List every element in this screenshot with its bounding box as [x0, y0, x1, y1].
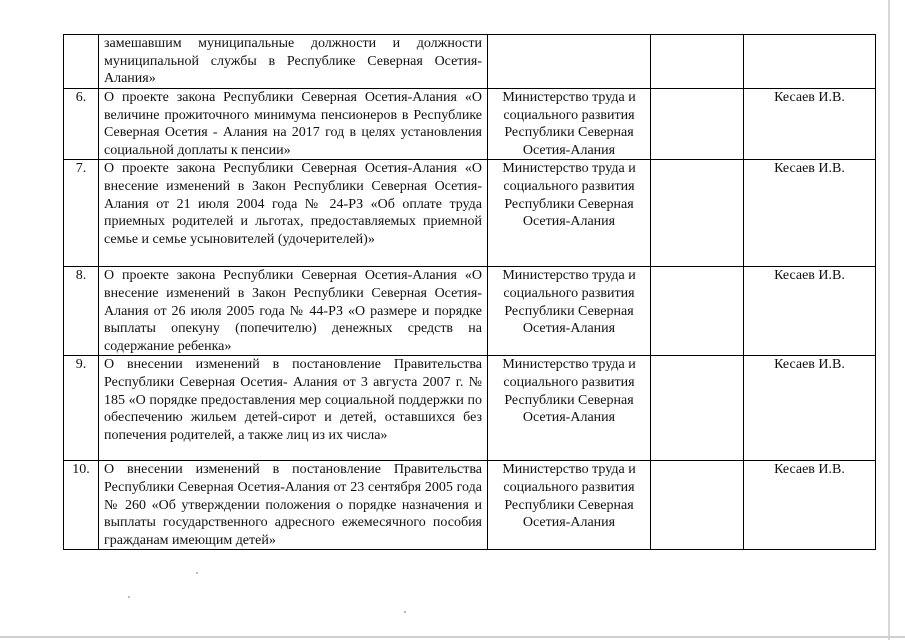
row-responsible: [488, 267, 651, 356]
row-empty-cell: [651, 89, 744, 160]
row-number: [64, 160, 99, 267]
table-row: [64, 461, 876, 550]
row-responsible: [488, 160, 651, 267]
row-number: [64, 267, 99, 356]
row-executor-text: Кесаев И.В.: [774, 462, 845, 478]
row-executor-text: Кесаев И.В.: [774, 90, 845, 105]
row-description: [99, 356, 488, 461]
row-description-text: О внесении изменений в постановление Правительства Республики Северная Осетия-Алания от 23 сентября 2005 года № 260 «Об утверждении положения о порядке назначения и выплаты государственного адресного ежемесячного пособия гражданам имеющим детей»: [104, 462, 482, 548]
row-responsible-text: Министерство труда и социального развития Республики Северная Осетия-Алания: [502, 90, 636, 158]
row-executor: [744, 89, 876, 160]
agenda-table-body: [64, 35, 876, 550]
row-responsible-text: Министерство труда и социального развития Республики Северная Осетия-Алания: [502, 357, 636, 426]
row-description-text: О проекте закона Республики Северная Осетия-Алания «О внесение изменений в Закон Республики Северная Осетия- Алания от 26 июля 2005 года № 44-РЗ «О размере и порядке выплаты опекуну (попечителю) денежных средств на содержание ребенка»: [104, 268, 482, 354]
row-number: [64, 35, 99, 89]
row-responsible: [488, 89, 651, 160]
row-description: [99, 160, 488, 267]
agenda-table: [63, 34, 876, 550]
row-responsible-text: Министерство труда и социального развития Республики Северная Осетия-Алания: [502, 268, 636, 337]
row-number: [64, 356, 99, 461]
row-description: [99, 267, 488, 356]
row-number-text: 9.: [75, 357, 87, 373]
row-executor: [744, 461, 876, 550]
row-executor: [744, 267, 876, 356]
row-number: [64, 89, 99, 160]
row-executor: [744, 35, 876, 89]
row-description-text: замешавшим муниципальные должности и должности муниципальной службы в Республике Северная Осетия-Алания»: [104, 36, 482, 87]
row-description-text: О проекте закона Республики Северная Осетия-Алания «О величине прожиточного минимума пенсионеров в Республике Северная Осетия - Алания на 2017 год в целях установления социальной доплаты к пенсии»: [104, 90, 482, 158]
row-description-text: О внесении изменений в постановление Правительства Республики Северная Осетия- Алания от 3 августа 2007 г. № 185 «О порядке предоставления мер социальной поддержки по обеспечению жильем детей-сирот и детей, оставшихся без попечения родителей, а также лиц из их числа»: [104, 357, 482, 443]
row-empty-cell: [651, 267, 744, 356]
table-row: [64, 89, 876, 160]
row-description-text: О проекте закона Республики Северная Осетия-Алания «О внесение изменений в Закон Республики Северная Осетия- Алания от 21 июля 2004 года № 24-РЗ «Об оплате труда приемных родителей и льготах, предоставляемых приемной семье и семье усыновителей (удочерителей)»: [104, 161, 482, 247]
row-executor: [744, 160, 876, 267]
row-executor: [744, 356, 876, 461]
row-empty-cell: [651, 461, 744, 550]
row-responsible: [488, 35, 651, 89]
table-row: [64, 356, 876, 461]
row-number: [64, 461, 99, 550]
page-edge-bottom: [0, 636, 905, 638]
table-row: [64, 160, 876, 267]
row-executor-text: Кесаев И.В.: [774, 161, 845, 177]
row-description: [99, 35, 488, 89]
row-number-text: 8.: [75, 268, 87, 284]
row-empty-cell: [651, 356, 744, 461]
row-number-text: 10.: [72, 462, 90, 478]
scan-artifact: [128, 596, 130, 598]
table-row: [64, 267, 876, 356]
row-number-text: 6.: [75, 90, 87, 105]
row-responsible-text: Министерство труда и социального развития Республики Северная Осетия-Алания: [502, 161, 636, 230]
row-responsible: [488, 356, 651, 461]
row-description: [99, 89, 488, 160]
row-responsible-text: Министерство труда и социального развития Республики Северная Осетия-Алания: [502, 462, 636, 531]
row-empty-cell: [651, 35, 744, 89]
row-number-text: 7.: [75, 161, 87, 177]
row-executor-text: Кесаев И.В.: [774, 357, 845, 373]
page-edge-right: [888, 0, 890, 640]
scan-artifact: [404, 611, 406, 613]
table-row: [64, 35, 876, 89]
row-description: [99, 461, 488, 550]
row-empty-cell: [651, 160, 744, 267]
row-executor-text: Кесаев И.В.: [774, 268, 845, 284]
row-responsible: [488, 461, 651, 550]
scan-artifact: [196, 572, 198, 574]
